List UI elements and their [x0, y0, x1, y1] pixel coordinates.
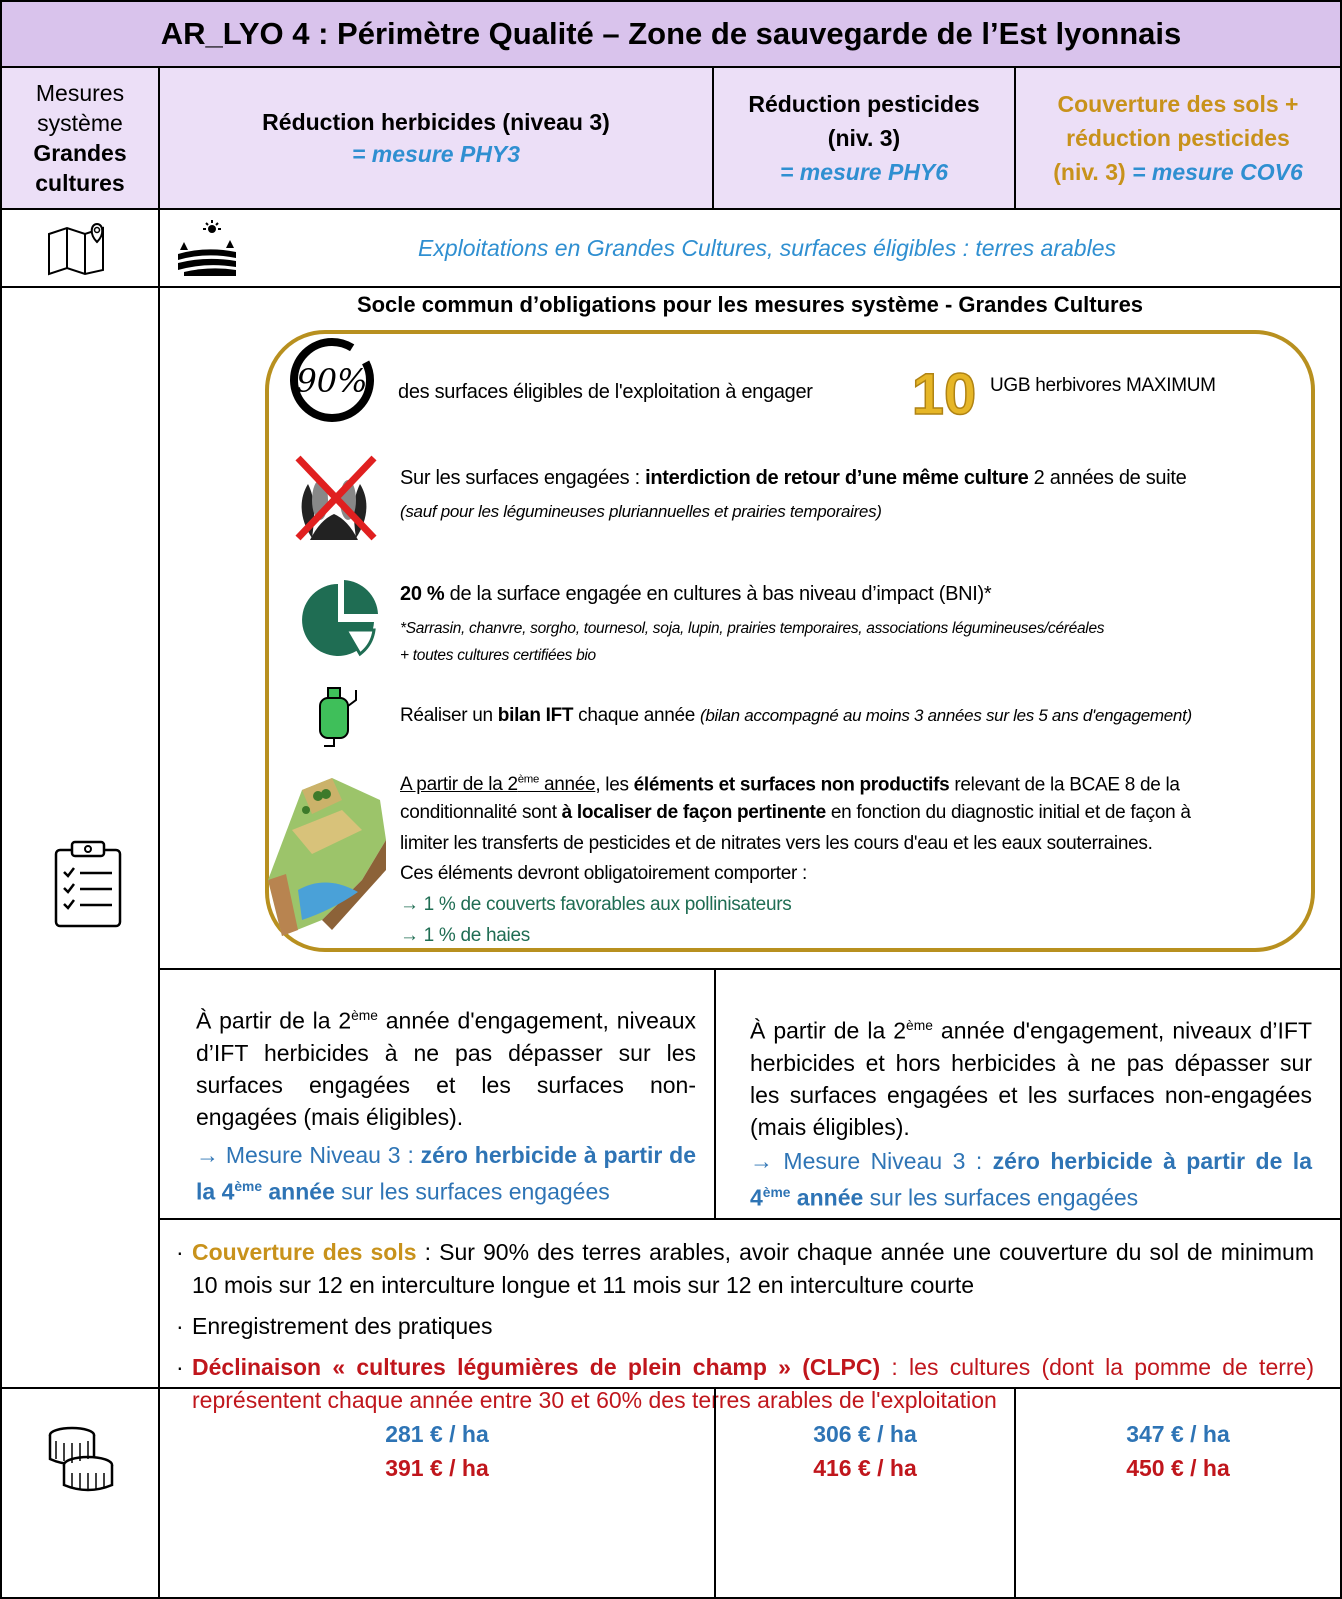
price-phy6: 306 € / ha 416 € / ha — [714, 1387, 1016, 1599]
coins-icon — [42, 1425, 118, 1495]
header-phy3: Réduction herbicides (niveau 3) = mesure PHY3 — [158, 66, 714, 210]
obligations-icon-cell — [0, 286, 160, 1389]
header-cov6: Couverture des sols + réduction pesticides (niv. 3) = mesure COV6 — [1014, 66, 1342, 210]
svg-text:10: 10 — [911, 362, 977, 422]
eligibility-cell: Exploitations en Grandes Cultures, surfaces éligibles : terres arables — [158, 208, 1342, 288]
coins-icon-cell — [0, 1387, 160, 1599]
price-cov6: 347 € / ha 450 € / ha — [1014, 1387, 1342, 1599]
ift-right-cell: À partir de la 2ème année d'engagement, niveaux d’IFT herbicides et hors herbicides à ne pas dépasser sur les surfaces engagées et les surfaces non-engagées (mais éligibles). → Mesure Niveau 3 : zéro herbicide à partir de la 4ème année sur les surfaces engagées — [714, 968, 1342, 1220]
ninety-percent-badge-icon — [286, 334, 378, 426]
system-label-cell: Mesures système Grandes cultures — [0, 66, 160, 210]
ift-left-cell: À partir de la 2ème année d'engagement, niveaux d’IFT herbicides à ne pas dépasser sur les surfaces engagées et les surfaces non-engagées (mais éligibles). → Mesure Niveau 3 : zéro herbicide à partir de la 4ème année sur les surfaces engagées — [158, 968, 716, 1220]
landscape-slope-illustration — [262, 770, 390, 942]
socle-rounded-frame — [265, 330, 1315, 952]
clipboard-checklist-icon — [52, 838, 124, 930]
header-phy6: Réduction pesticides (niv. 3) = mesure PHY6 — [712, 66, 1016, 210]
map-icon-cell — [0, 208, 160, 288]
page-title: AR_LYO 4 : Périmètre Qualité – Zone de sauvegarde de l’Est lyonnais — [0, 0, 1342, 68]
crossed-corn-icon — [290, 450, 382, 546]
cover-requirements-cell: · Couverture des sols : Sur 90% des terres arables, avoir chaque année une couverture du sol de minimum 10 mois sur 12 en interculture longue et 11 mois sur 12 en interculture courte · Enregistrement des pratiques · Déclinaison « cultures légumières de plein champ » (CLPC) : les cultures (dont la pomme de terre) représentent chaque année entre 30 et 60% des terres arables de l'exploitation — [158, 1218, 1342, 1389]
pie-chart-icon — [300, 578, 380, 664]
ten-gold-badge-icon — [908, 360, 980, 422]
socle-heading: Socle commun d’obligations pour les mesures système - Grandes Cultures — [356, 292, 1144, 317]
svg-text:90%: 90% — [296, 362, 368, 400]
map-icon — [45, 220, 115, 276]
sprayer-icon — [312, 680, 364, 750]
price-phy3: 281 € / ha 391 € / ha — [158, 1387, 716, 1599]
